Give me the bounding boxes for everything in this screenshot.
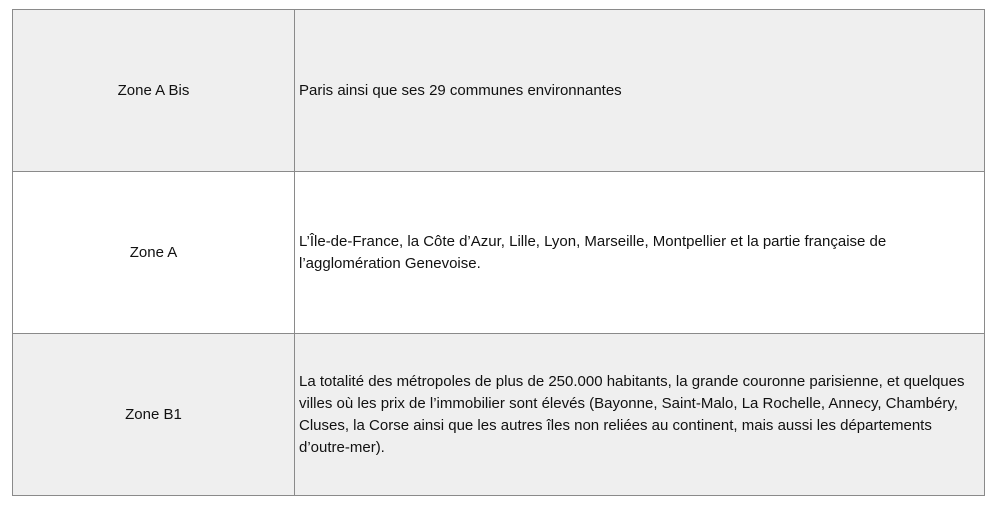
table-row xyxy=(13,172,985,334)
zone-name-cell: Zone A xyxy=(13,172,295,334)
zone-description-cell: La totalité des métropoles de plus de 250.000 habitants, la grande couronne parisienne, et quelques villes où les prix de l’immobilier sont élevés (Bayonne, Saint-Malo, La Rochelle, Annecy, Chambéry, Cluses, la Corse ainsi que les autres îles non reliées au continent, mais aussi les départements d’outre-mer). xyxy=(295,334,985,496)
zones-table xyxy=(12,9,985,496)
zone-name-cell: Zone B1 xyxy=(13,334,295,496)
zone-description-cell: Paris ainsi que ses 29 communes environnantes xyxy=(295,10,985,172)
zone-name-cell: Zone A Bis xyxy=(13,10,295,172)
zone-description-cell: L’Île-de-France, la Côte d’Azur, Lille, Lyon, Marseille, Montpellier et la partie française de l’agglomération Genevoise. xyxy=(295,172,985,334)
table-row xyxy=(13,334,985,496)
table-row xyxy=(13,10,985,172)
